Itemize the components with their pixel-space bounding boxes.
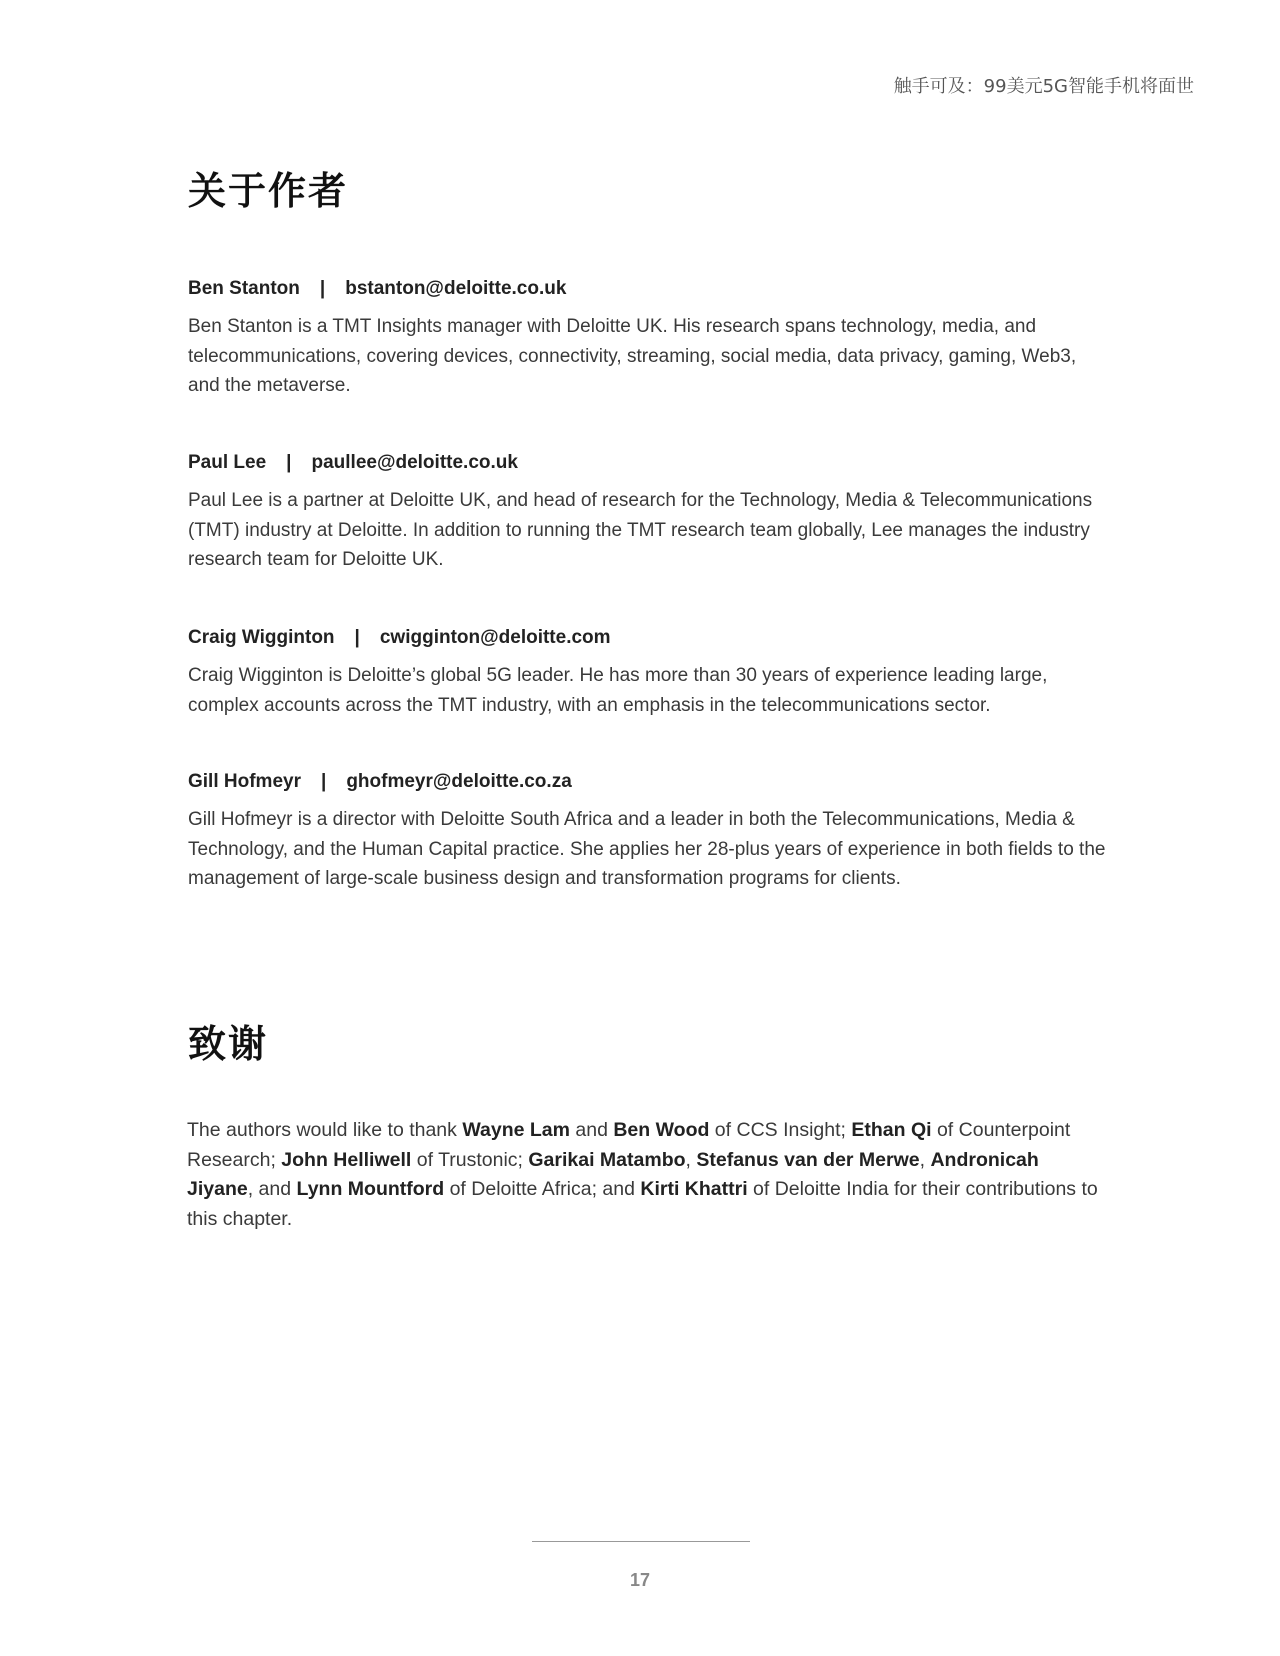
author-name: Paul Lee — [188, 452, 267, 473]
author-bio: Gill Hofmeyr is a director with Deloitte South Africa and a leader in both the Telecommunications, Media & Technology, and the Human Capital practice. She applies her 28-plus years of experience in both fields to the management of large-scale business design and transformation programs for clients. — [188, 809, 1106, 889]
ack-text: and — [569, 1119, 614, 1141]
ack-text: of CCS Insight; — [709, 1119, 852, 1141]
acknowledged-name: John Helliwell — [281, 1148, 412, 1171]
author-entry — [188, 627, 1108, 720]
author-name-line — [188, 452, 1108, 474]
author-entry — [188, 452, 1108, 575]
acknowledged-name: Kirti Khattri — [640, 1178, 748, 1200]
footer-divider — [532, 1541, 750, 1542]
acknowledged-name: Wayne Lam — [462, 1119, 570, 1141]
author-name: Craig Wigginton — [188, 627, 335, 648]
author-name-line — [188, 771, 1108, 793]
author-bio: Paul Lee is a partner at Deloitte UK, and head of research for the Technology, Media & Telecommunications (TMT) industry at Deloitte. In addition to running the TMT research team globally, Lee manages the industry research team for Deloitte UK. — [188, 490, 1093, 570]
acknowledged-name: Ethan Qi — [851, 1119, 932, 1141]
running-header: 触手可及：99美元5G智能手机将面世 — [893, 76, 1194, 97]
separator: | — [320, 771, 327, 792]
author-bio: Ben Stanton is a TMT Insights manager with Deloitte UK. His research spans technology, media, and telecommunications, covering devices, connectivity, streaming, social media, data privacy, gaming, Web3, and the metaverse. — [188, 316, 1077, 396]
acknowledged-name: Stefanus van der Merwe — [696, 1148, 920, 1171]
ack-text: of Deloitte India for their contributions to this chapter. — [187, 1178, 1098, 1230]
acknowledged-name: Lynn Mountford — [296, 1178, 445, 1200]
ack-text: , and — [247, 1178, 297, 1200]
acknowledgments-text — [187, 1116, 1107, 1234]
ack-text: of Deloitte Africa; and — [444, 1178, 641, 1200]
author-email[interactable]: paullee@deloitte.co.uk — [311, 452, 518, 473]
separator: | — [354, 627, 360, 648]
ack-text: , — [685, 1148, 697, 1171]
separator: | — [286, 452, 292, 473]
ack-text: , — [919, 1148, 931, 1171]
acknowledged-name: Ben Wood — [613, 1119, 710, 1141]
acknowledgments-heading: 致谢 — [188, 1022, 269, 1066]
author-entry — [188, 771, 1108, 894]
ack-text: of Trustonic; — [411, 1148, 529, 1171]
acknowledged-name: Garikai Matambo — [528, 1148, 686, 1171]
separator: | — [319, 278, 326, 299]
author-bio: Craig Wigginton is Deloitte’s global 5G leader. He has more than 30 years of experience leading large, complex accounts across the TMT industry, with an emphasis in the telecommunications sector. — [188, 665, 1048, 716]
author-name: Gill Hofmeyr — [188, 771, 301, 792]
about-authors-heading: 关于作者 — [188, 169, 349, 213]
page-number: 17 — [629, 1570, 651, 1590]
author-name-line — [188, 627, 1108, 649]
author-name-line — [188, 278, 1108, 300]
acknowledged-name: Andronicah Jiyane — [187, 1148, 1039, 1200]
author-email[interactable]: cwigginton@deloitte.com — [379, 627, 611, 648]
ack-text: The authors would like to thank — [187, 1119, 463, 1141]
author-entry — [188, 278, 1108, 401]
author-name: Ben Stanton — [188, 278, 300, 299]
author-email[interactable]: bstanton@deloitte.co.uk — [345, 278, 567, 299]
author-email[interactable]: ghofmeyr@deloitte.co.za — [346, 771, 572, 792]
ack-text: of Counterpoint Research; — [187, 1119, 1071, 1171]
